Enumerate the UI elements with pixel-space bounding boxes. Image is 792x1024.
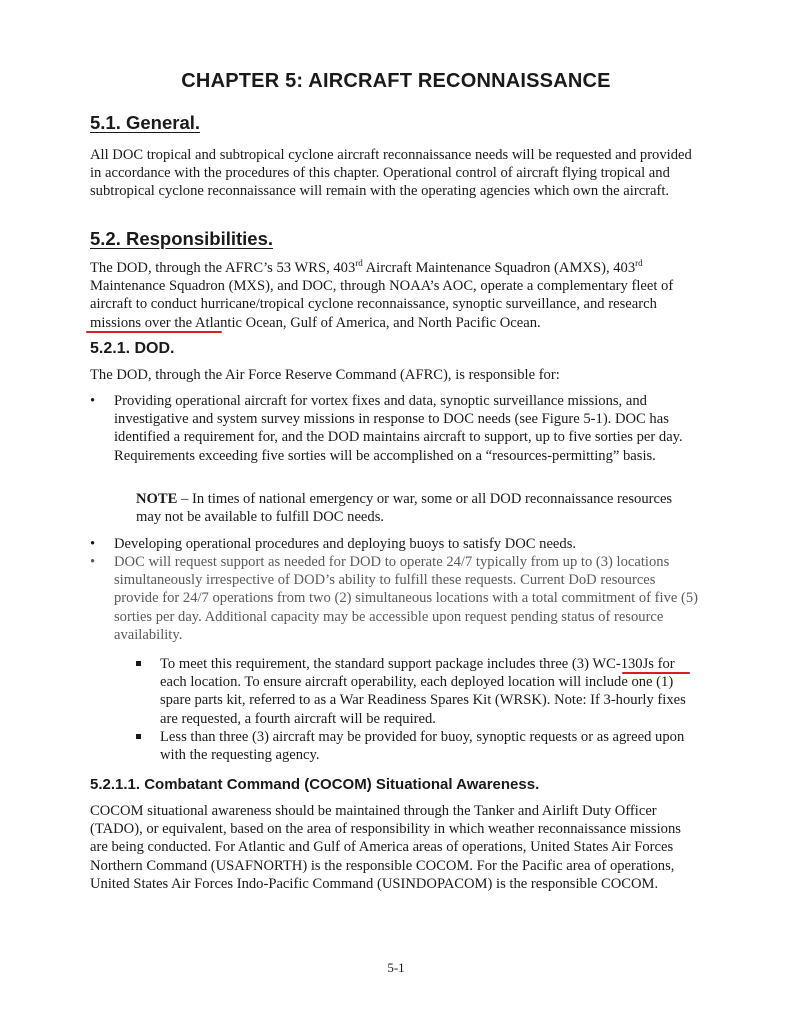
page-number: 5-1 xyxy=(387,960,405,975)
general-paragraph xyxy=(90,146,702,201)
responsibilities-paragraph xyxy=(90,259,702,332)
cocom-paragraph: COCOM situational awareness should be maintained through the Tanker and Airlift Duty Officer (TADO), or equivalent, based on the area of responsibility in which weather reconnaissance missions are being conducted. For Atlantic and Gulf of America areas of operations, United States Air Forces Northern Command (USAFNORTH) is the responsible COCOM. For the Pacific area of operations, United States Air Forces Indo-Pacific Command (USINDOPACOM) is the responsible COCOM. xyxy=(90,803,681,892)
dod-intro: The DOD, through the Air Force Reserve Command (AFRC), is responsible for: xyxy=(90,367,560,383)
red-underline-research-missions xyxy=(86,331,222,333)
chapter-title: CHAPTER 5: AIRCRAFT RECONNAISSANCE xyxy=(181,70,611,92)
red-underline-wc130js xyxy=(622,672,690,674)
bullet-dot-icon: • xyxy=(90,393,96,409)
bullet-dot-icon: • xyxy=(90,554,96,570)
note-text: – In times of national emergency or war, some or all DOD reconnaissance resources may not be available to fulfill DOC needs. xyxy=(136,491,673,526)
section-heading-dod: 5.2.1. DOD. xyxy=(90,340,175,357)
section-heading-cocom: 5.2.1.1. Combatant Command (COCOM) Situational Awareness. xyxy=(90,776,540,793)
note-label: NOTE xyxy=(136,491,178,507)
responsibilities-body: The DOD, through the AFRC’s 53 WRS, 403rd Aircraft Maintenance Squadron (AMXS), 403rd Maintenance Squadron (MXS), and DOC, through NOAA’s AOC, operate a complementary fleet of aircraft to conduct hurricane/tropical cyclone reconnaissance, synoptic surveillance, and research missions over the Atlantic Ocean, Gulf of America, and North Pacific Ocean. xyxy=(90,258,674,331)
note-block xyxy=(136,490,676,526)
bullet-dot-icon: • xyxy=(90,536,96,552)
general-body: All DOC tropical and subtropical cyclone aircraft reconnaissance needs will be requested and provided in accordance with the procedures of this chapter. Operational control of aircraft flying tropical and subtropical cyclone reconnaissance will remain with the operating agencies which own the aircraft. xyxy=(90,147,692,200)
document-page: CHAPTER 5: AIRCRAFT RECONNAISSANCE 5.1. General. All DOC tropical and subtropical cyclone aircraft reconnaissance needs will be requested and provided in accordance with the procedures of this chapter. Operational control of aircraft flying tropical and subtropical cyclone reconnaissance will remain with the operating agencies which own the aircraft. 5.2. Responsibilities. The DOD, through the AFRC’s 53 WRS, 403rd Aircraft Maintenance Squadron (AMXS), 403rd Maintenance Squadron (MXS), and DOC, through NOAA’s AOC, operate a complementary fleet of aircraft to conduct hurricane/tropical cyclone reconnaissance, synoptic surveillance, and research missions over the Atlantic Ocean, Gulf of America, and North Pacific Ocean. 5.2.1. DOD. The DOD, through the Air Force Reserve Command (AFRC), is responsible for: • Providing operational aircraft for vortex fixes and data, synoptic surveillance missions, and investigative and system survey missions in response to DOC needs (see Figure 5-1). DOC has identified a requirement for, and the DOD maintains aircraft to support, up to five sorties per day. Requirements exceeding five sorties will be accomplished on a “resources-permitting” basis. NOTE – In times of national emergency or war, some or all DOD reconnaissance resources may not be available to fulfill DOC needs. • Developing operational procedures and deploying buoys to satisfy DOC needs. • DOC will request support as needed for DOD to operate 24/7 typically from up to (3) locations simultaneously irrespective of DOD’s ability to fulfill these requests. Current DoD resources provide for 24/7 operations from two (2) simultaneous locations with a total commitment of five (5) sorties per day. Additional capacity may be accessible upon request pending status of resource availability. To meet this requirement, the standard support package includes three (3) WC-130Js for each location. To ensure aircraft operability, each deployed location will include one (1) spare parts kit, referred to as a War Readiness Spares Kit (WRSK). Note: If 3-hourly fixes are requested, a fourth aircraft will be required. Less than three (3) aircraft may be provided for buoy, synoptic requests or as agreed upon with the requesting agency. 5.2.1.1. Combatant Command (COCOM) Situational Awareness. COCOM situational awareness should be maintained through the Tanker and Airlift Duty Officer (TADO), or equivalent, based on the area of responsibility in which weather reconnaissance missions are being conducted. For Atlantic and Gulf of America areas of operations, United States Air Forces Northern Command (USAFNORTH) is the responsible COCOM. For the Pacific area of operations, United States Air Forces Indo-Pacific Command (USINDOPACOM) is the responsible COCOM. 5-1 xyxy=(0,0,792,1024)
section-heading-responsibilities: 5.2. Responsibilities. xyxy=(90,228,274,249)
section-heading-general: 5.1. General. xyxy=(90,112,201,133)
